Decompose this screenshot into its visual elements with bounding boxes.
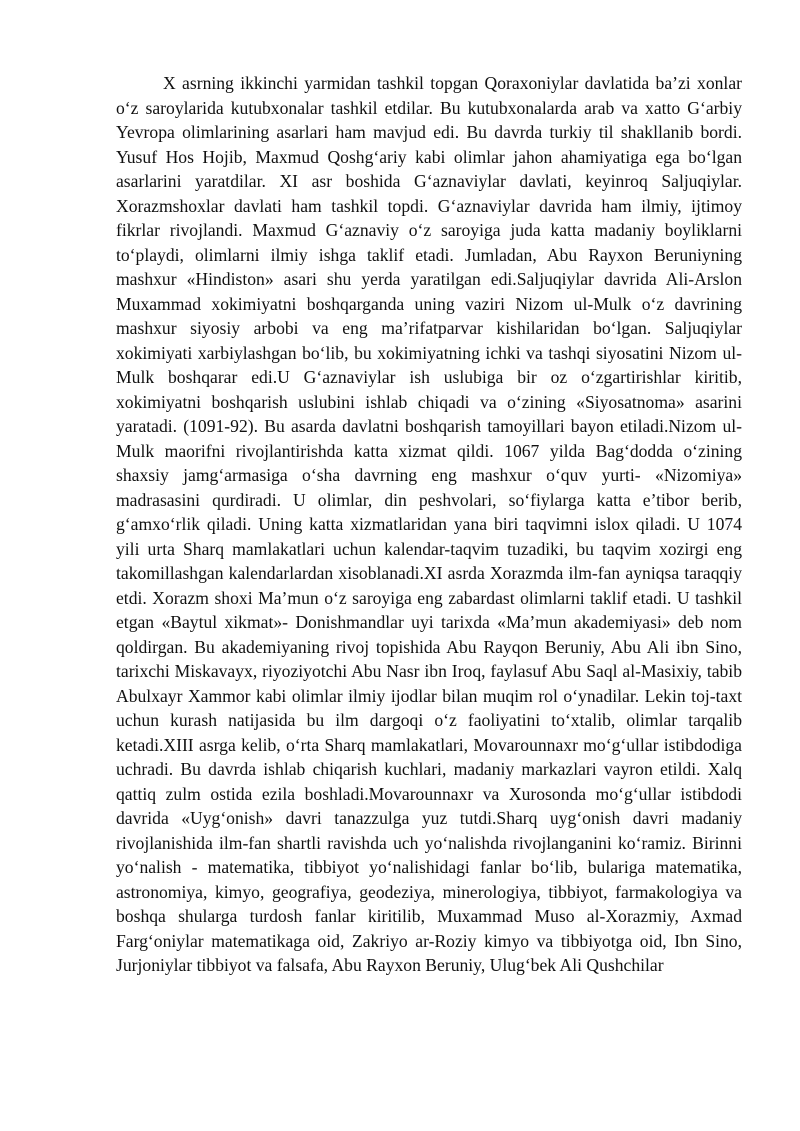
document-page [116, 71, 742, 978]
body-paragraph: X asrning ikkinchi yarmidan tashkil topgan Qoraxoniylar davlatida ba’zi xonlar o‘z saroylarida kutubxonalar tashkil etdilar. Bu kutubxonalarda arab va xatto G‘arbiy Yevropa olimlarining asarlari ham mavjud edi. Bu davrda turkiy til shakllanib bordi. Yusuf Hos Hojib, Maxmud Qoshg‘ariy kabi olimlar jahon ahamiyatiga ega bo‘lgan asarlarini yaratdilar. XI asr boshida G‘aznaviylar davlati, keyinroq Saljuqiylar. Xorazmshoxlar davlati ham tashkil topdi. G‘aznaviylar davrida ham ilmiy, ijtimoy fikrlar rivojlandi. Maxmud G‘aznaviy o‘z saroyiga juda katta madaniy boyliklarni to‘playdi, olimlarni ilmiy ishga taklif etadi. Jumladan, Abu Rayxon Beruniyning mashxur «Hindiston» asari shu yerda yaratilgan edi.Saljuqiylar davrida Ali-Arslon Muxammad xokimiyatni boshqarganda uning vaziri Nizom ul-Mulk o‘z davrining mashxur siyosiy arbobi va eng ma’rifatparvar kishilaridan bo‘lgan. Saljuqiylar xokimiyati xarbiylashgan bo‘lib, bu xokimiyatning ichki va tashqi siyosatini Nizom ul-Mulk boshqarar edi.U G‘aznaviylar ish uslubiga bir oz o‘zgartirishlar kiritib, xokimiyatni boshqarish uslubini ishlab chiqadi va o‘zining «Siyosatnoma» asarini yaratadi. (1091-92). Bu asarda davlatni boshqarish tamoyillari bayon etiladi.Nizom ul-Mulk maorifni rivojlantirishda katta xizmat qildi. 1067 yilda Bag‘dodda o‘zining shaxsiy jamg‘armasiga o‘sha davrning eng mashxur o‘quv yurti- «Nizomiya» madrasasini qurdiradi. U olimlar, din peshvolari, so‘fiylarga katta e’tibor berib, g‘amxo‘rlik qiladi. Uning katta xizmatlaridan yana biri taqvimni islox qiladi. U 1074 yili urta Sharq mamlakatlari uchun kalendar-taqvim tuzadiki, bu taqvim xozirgi eng takomillashgan kalendarlardan xisoblanadi.XI asrda Xorazmda ilm-fan ayniqsa taraqqiy etdi. Xorazm shoxi Ma’mun o‘z saroyiga eng zabardast olimlarni taklif etadi. U tashkil etgan «Baytul xikmat»- Donishmandlar uyi tarixda «Ma’mun akademiyasi» deb nom qoldirgan. Bu akademiyaning rivoj topishida Abu Rayqon Beruniy, Abu Ali ibn Sino, tarixchi Miskavayx, riyoziyotchi Abu Nasr ibn Iroq, faylasuf Abu Saql al-Masixiy, tabib Abulxayr Xammor kabi olimlar ilmiy ijodlar bilan muqim rol o‘ynadilar. Lekin toj-taxt uchun kurash natijasida bu ilm dargoqi o‘z faoliyatini to‘xtalib, olimlar tarqalib ketadi.XIII asrga kelib, o‘rta Sharq mamlakatlari, Movarounnaxr mo‘g‘ullar istibdodiga uchradi. Bu davrda ishlab chiqarish kuchlari, madaniy markazlari vayron etildi. Xalq qattiq zulm ostida ezila boshladi.Movarounnaxr va Xurosonda mo‘g‘ullar istibdodi davrida «Uyg‘onish» davri tanazzulga yuz tutdi.Sharq uyg‘onish davri madaniy rivojlanishida ilm-fan shartli ravishda uch yo‘nalishda rivojlanganini ko‘ramiz. Birinni yo‘nalish - matematika, tibbiyot yo‘nalishidagi fanlar bo‘lib, bulariga matematika, astronomiya, kimyo, geografiya, geodeziya, minerologiya, tibbiyot, farmakologiya va boshqa shularga turdosh fanlar kiritilib, Muxammad Muso al-Xorazmiy, Axmad Farg‘oniylar matematikaga oid, Zakriyo ar-Roziy kimyo va tibbiyotga oid, Ibn Sino, Jurjoniylar tibbiyot va falsafa, Abu Rayxon Beruniy, Ulug‘bek Ali Qushchilar [116, 73, 742, 975]
